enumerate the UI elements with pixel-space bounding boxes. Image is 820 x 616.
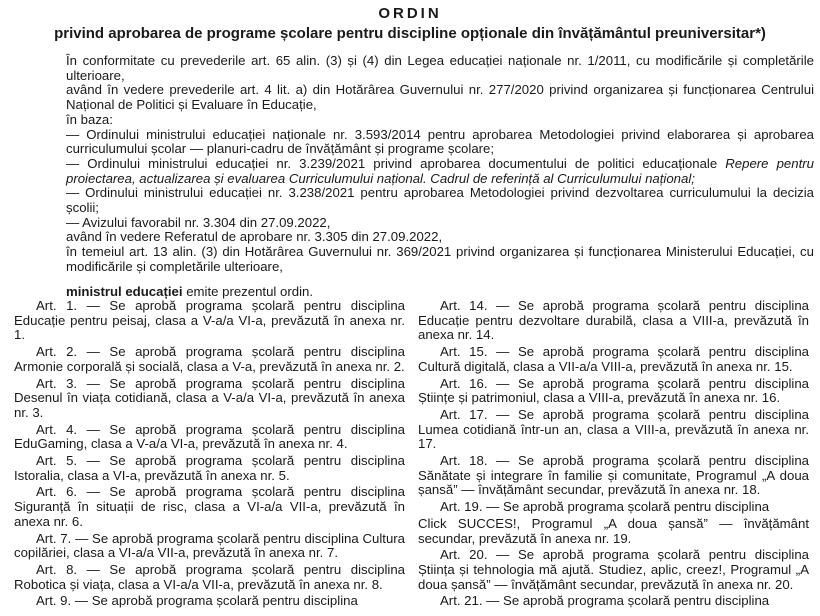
preamble-italic-text: Repere pentru proiectarea, actualizarea și evaluarea Curriculumului național. Cadrul de referință al Curriculumului național; [66, 155, 814, 186]
article: Art. 21. — Se aprobă programa școlară pentru disciplina [440, 593, 770, 609]
article: Art. 3. — Se aprobă programa școlară pentru disciplina Desenul în viața cotidiană, clasa a V-a/a VI-a, prevăzută în anexa nr. 3. [14, 375, 405, 420]
article: Art. 15. — Se aprobă programa școlară pentru disciplina Cultură digitală, clasa a VII-a/a VIII-a, prevăzută în anexa nr. 15. [418, 344, 809, 374]
preamble-paragraph: — Avizului favorabil nr. 3.304 din 27.09.2022, [66, 214, 331, 230]
article-continuation: Click SUCCES!, Programul „A doua șansă” — învățământ secundar, prevăzută în anexa nr. 19. [418, 515, 809, 546]
article: Art. 7. — Se aprobă programa școlară pentru disciplina Cultura copilăriei, clasa a VI-a/a VII-a, prevăzută în anexa nr. 7. [14, 530, 405, 561]
article: Art. 20. — Se aprobă programa școlară pentru disciplina Știința și tehnologia mă ajută. Studiez, aplic, creez!, Programul „A doua șansă” — învățământ secundar, prevăzută în anexa nr. 20. [418, 547, 809, 592]
article: Art. 2. — Se aprobă programa școlară pentru disciplina Armonie corporală și socială, clasa a V-a, prevăzută în anexa nr. 2. [14, 344, 405, 374]
article: Art. 1. — Se aprobă programa școlară pentru disciplina Educație pentru peisaj, clasa a V-a/a VI-a, prevăzută în anexa nr. 1. [14, 298, 405, 343]
preamble-paragraph: având în vedere Referatul de aprobare nr. 3.305 din 27.09.2022, [66, 229, 443, 245]
article: Art. 16. — Se aprobă programa școlară pentru disciplina Științe și patrimoniul, clasa a VIII-a, prevăzută în anexa nr. 16. [418, 375, 809, 406]
articles-left-column [14, 299, 405, 611]
preamble-paragraph [14, 157, 814, 186]
preamble-text: — Ordinului ministrului educației nr. 3.239/2021 privind aprobarea documentului de politici educaționale [66, 155, 726, 171]
document-subtitle: privind aprobarea de programe școlare pentru discipline opționale din învățământul preuniversitar*) [54, 25, 766, 42]
articles-right-column [418, 299, 809, 611]
preamble-paragraph: în baza: [66, 111, 113, 127]
article: Art. 8. — Se aprobă programa școlară pentru disciplina Robotica și viața, clasa a VI-a/a VII-a, prevăzută în anexa nr. 8. [14, 561, 405, 592]
preamble-paragraph: — Ordinului ministrului educației naționale nr. 3.593/2014 pentru aprobarea Metodologiei privind elaborarea și aprobarea curriculumului școlar — planuri-cadru de învățământ și programe școlare; [66, 126, 814, 157]
document-title: ORDIN [378, 5, 442, 22]
minister-label: ministrul educației [66, 283, 183, 299]
preamble [14, 54, 814, 299]
article: Art. 9. — Se aprobă programa școlară pentru disciplina [36, 593, 358, 609]
preamble-paragraph: având în vedere prevederile art. 4 lit. a) din Hotărârea Guvernului nr. 277/2020 privind organizarea și funcționarea Centrului Național de Politici și Evaluare în Educație, [66, 82, 814, 113]
article: Art. 6. — Se aprobă programa școlară pentru disciplina Siguranță în situații de risc, clasa a VI-a/a VII-a, prevăzută în anexa nr. 6. [14, 484, 405, 529]
article: Art. 17. — Se aprobă programa școlară pentru disciplina Lumea cotidiană într-un an, clasa a VIII-a, prevăzută în anexa nr. 17. [418, 406, 809, 452]
preamble-paragraph: — Ordinului ministrului educației nr. 3.238/2021 pentru aprobarea Metodologiei privind dezvoltarea curriculumului la decizia școlii; [66, 185, 814, 216]
preamble-paragraph: în temeiul art. 13 alin. (3) din Hotărârea Guvernului nr. 369/2021 privind organizarea și funcționarea Ministerului Educației, cu modificările și completările ulterioare, [66, 244, 814, 274]
issuing-text: emite prezentul ordin. [182, 283, 314, 299]
article: Art. 5. — Se aprobă programa școlară pentru disciplina Istoralia, clasa a VI-a, prevăzută în anexa nr. 5. [14, 453, 405, 483]
article: Art. 14. — Se aprobă programa școlară pentru disciplina Educație pentru dezvoltare durabilă, clasa a VIII-a, prevăzută în anexa nr. 14. [418, 298, 809, 343]
article: Art. 18. — Se aprobă programa școlară pentru disciplina Sănătate și integrare în familie și comunitate, Programul „A doua șansă” — învățământ secundar, prevăzută în anexa nr. 18. [418, 453, 809, 498]
article: Art. 19. — Se aprobă programa școlară pentru disciplina [440, 499, 770, 515]
article: Art. 4. — Se aprobă programa școlară pentru disciplina EduGaming, clasa a V-a/a VI-a, prevăzută în anexa nr. 4. [14, 421, 405, 452]
preamble-paragraph: În conformitate cu prevederile art. 65 alin. (3) și (4) din Legea educației naționale nr. 1/2011, cu modificările și completările ulterioare, [66, 53, 814, 83]
